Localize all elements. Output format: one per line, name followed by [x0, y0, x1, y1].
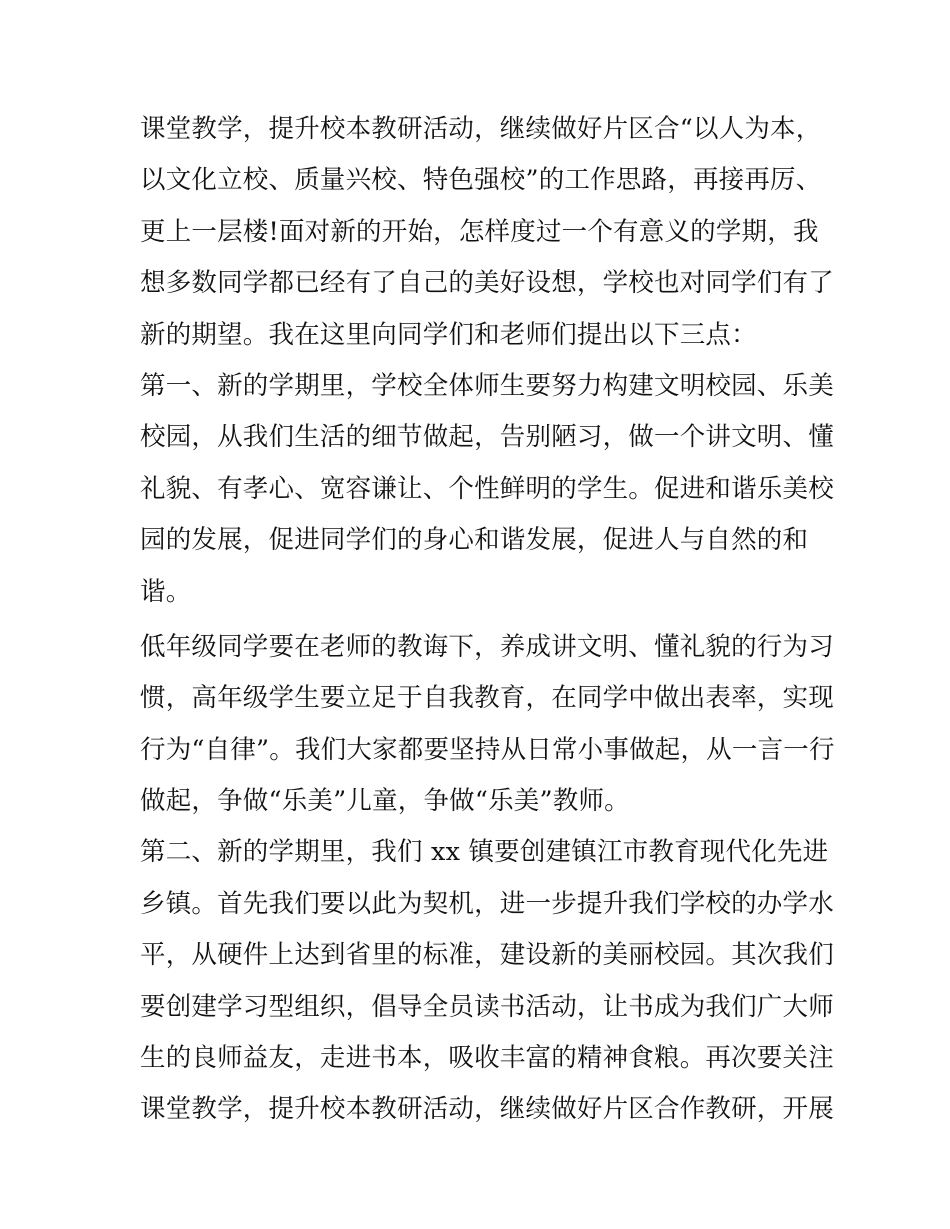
- text-line: 新的期望。我在这里向同学们和老师们提出以下三点：: [140, 319, 757, 350]
- text-line: 课堂教学，提升校本教研活动，继续做好片区合“以人为本，: [140, 114, 822, 144]
- text-line: 乡镇。首先我们要以此为契机，进一步提升我们学校的办学水: [140, 888, 834, 919]
- text-line: 生的良师益友，走进书本，吸收丰富的精神食粮。再次要关注: [140, 1043, 834, 1074]
- text-line: 第二、新的学期里，我们 xx 镇要创建镇江市教育现代化先进: [140, 837, 829, 868]
- text-line: 礼貌、有孝心、宽容谦让、个性鲜明的学生。促进和谐乐美校: [140, 473, 834, 504]
- text-line: 平，从硬件上达到省里的标准，建设新的美丽校园。其次我们: [140, 940, 834, 971]
- document-body: [140, 104, 835, 1136]
- text-line: 课堂教学，提升校本教研活动，继续做好片区合作教研，开展: [140, 1094, 834, 1125]
- text-line: 惯，高年级学生要立足于自我教育，在同学中做出表率，实现: [140, 683, 834, 714]
- text-line: 想多数同学都已经有了自己的美好设想，学校也对同学们有了: [140, 268, 834, 299]
- text-line: 行为“自律”。我们大家都要坚持从日常小事做起，从一言一行: [140, 734, 835, 765]
- text-line: 园的发展，促进同学们的身心和谐发展，促进人与自然的和: [140, 525, 809, 556]
- text-line: 低年级同学要在老师的教诲下，养成讲文明、懂礼貌的行为习: [140, 631, 834, 662]
- text-line: 谐。: [140, 576, 192, 607]
- text-line: 校园，从我们生活的细节做起，告别陋习，做一个讲文明、懂: [140, 422, 834, 453]
- text-line: 要创建学习型组织，倡导全员读书活动，让书成为我们广大师: [140, 991, 834, 1022]
- text-line: 更上一层楼!面对新的开始，怎样度过一个有意义的学期，我: [140, 216, 819, 247]
- text-line: 做起，争做“乐美”儿童，争做“乐美”教师。: [140, 786, 630, 817]
- text-line: 以文化立校、质量兴校、特色强校”的工作思路，再接再厉、: [140, 165, 822, 196]
- text-line: 第一、新的学期里，学校全体师生要努力构建文明校园、乐美: [140, 370, 834, 401]
